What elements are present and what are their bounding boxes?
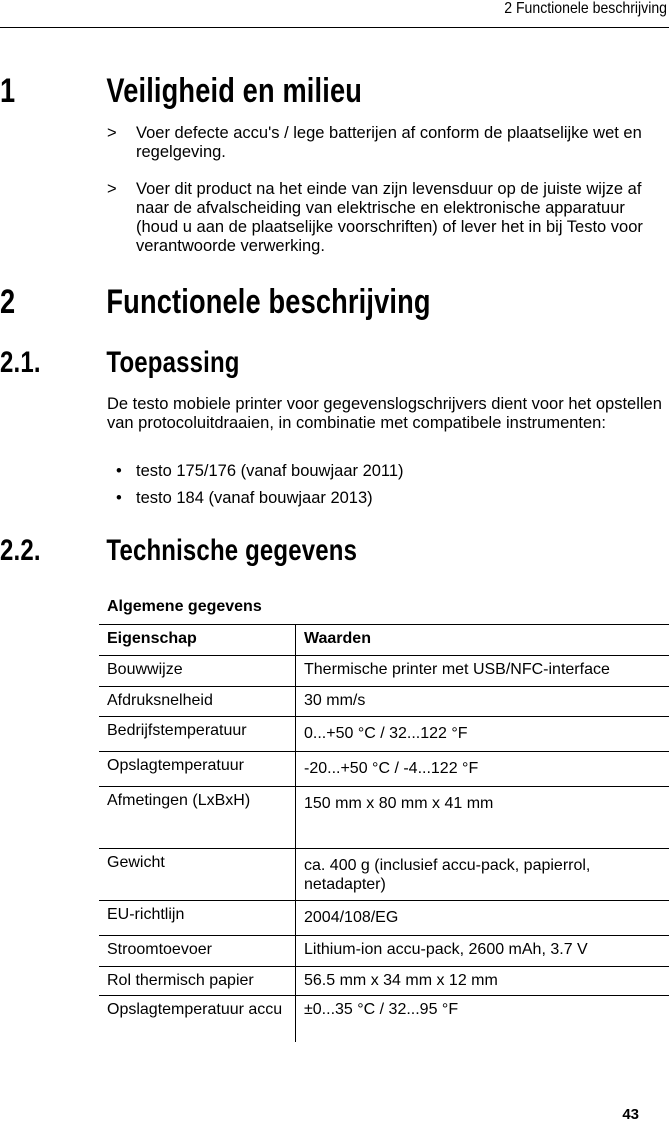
header-rule [0, 27, 669, 28]
heading-title: Toepassing [106, 346, 240, 379]
table-row [99, 901, 669, 936]
heading-section-2-2 [0, 534, 357, 568]
bullet-item [107, 462, 667, 482]
intro-paragraph: De testo mobiele printer voor gegevenslogschrijvers dient voor het opstellen van protocoluitdraaien, in combinatie met compatibele instrumenten: [107, 395, 662, 432]
cell-value: Lithium-ion accu-pack, 2600 mAh, 3.7 V [304, 941, 588, 958]
cell-value: ±0...35 °C / 32...95 °F [304, 1001, 459, 1018]
heading-title: Functionele beschrijving [106, 283, 431, 321]
bullet-marker: • [116, 489, 122, 507]
bullet-text: testo 175/176 (vanaf bouwjaar 2011) [136, 462, 404, 480]
heading-section-1 [0, 72, 362, 111]
cell-value: ca. 400 g (inclusief accu-pack, papierrol, netadapter) [304, 857, 591, 893]
table-title: Algemene gegevens [107, 598, 262, 615]
heading-number: 1 [0, 72, 16, 110]
cell-property: Stroomtoevoer [99, 936, 296, 967]
cell-value: Thermische printer met USB/NFC-interface [304, 661, 610, 678]
cell-property: Bouwwijze [99, 656, 296, 687]
table-row [99, 849, 669, 901]
table-row [99, 752, 669, 787]
table-row [99, 687, 669, 717]
page-number: 43 [622, 1106, 639, 1123]
bullet-marker: • [116, 462, 122, 480]
heading-number: 2 [0, 283, 16, 321]
list-item [107, 180, 667, 260]
cell-value: 30 mm/s [304, 692, 366, 709]
list-item [107, 124, 667, 164]
heading-section-2 [0, 283, 431, 322]
cell-value: 150 mm x 80 mm x 41 mm [304, 795, 494, 812]
list-item-text: Voer dit product na het einde van zijn levensduur op de juiste wijze af naar de afvalscheiding van elektrische en elektronische apparatuur (houd u aan de plaatselijke voorschriften) of lever het in bij Testo voor verantwoorde verwerking. [136, 180, 643, 255]
list-marker: > [107, 180, 117, 198]
cell-value: -20...+50 °C / -4...122 °F [304, 760, 479, 777]
cell-value: 56.5 mm x 34 mm x 12 mm [304, 972, 498, 989]
cell-property: Opslagtemperatuur [99, 752, 296, 787]
table-row [99, 787, 669, 849]
cell-property: Opslagtemperatuur accu [99, 996, 296, 1042]
table-row [99, 936, 669, 967]
bullet-item [107, 489, 667, 509]
cell-property: Bedrijfstemperatuur [99, 717, 296, 752]
cell-property: Rol thermisch papier [99, 967, 296, 996]
spec-table [99, 624, 669, 1042]
heading-section-2-1 [0, 346, 240, 380]
list-marker: > [107, 124, 117, 142]
running-header: 2 Functionele beschrijving [504, 0, 667, 17]
cell-value: 2004/108/EG [304, 909, 399, 926]
cell-property: Afmetingen (LxBxH) [99, 787, 296, 849]
heading-title: Technische gegevens [106, 534, 358, 567]
table-row [99, 656, 669, 687]
table-row [99, 717, 669, 752]
table-header-row [99, 625, 669, 656]
column-header-value: Waarden [304, 630, 371, 647]
cell-property: Afdruksnelheid [99, 687, 296, 717]
cell-property: Gewicht [99, 849, 296, 901]
heading-number: 2.1. [0, 346, 41, 379]
table-row [99, 996, 669, 1042]
cell-property: EU-richtlijn [99, 901, 296, 936]
table-row [99, 967, 669, 996]
list-item-text: Voer defecte accu's / lege batterijen af conform de plaatselijke wet en regelgeving. [136, 124, 642, 161]
bullet-text: testo 184 (vanaf bouwjaar 2013) [136, 489, 373, 507]
heading-number: 2.2. [0, 534, 41, 567]
cell-value: 0...+50 °C / 32...122 °F [304, 725, 468, 742]
heading-title: Veiligheid en milieu [106, 72, 363, 110]
column-header-property: Eigenschap [99, 625, 296, 656]
